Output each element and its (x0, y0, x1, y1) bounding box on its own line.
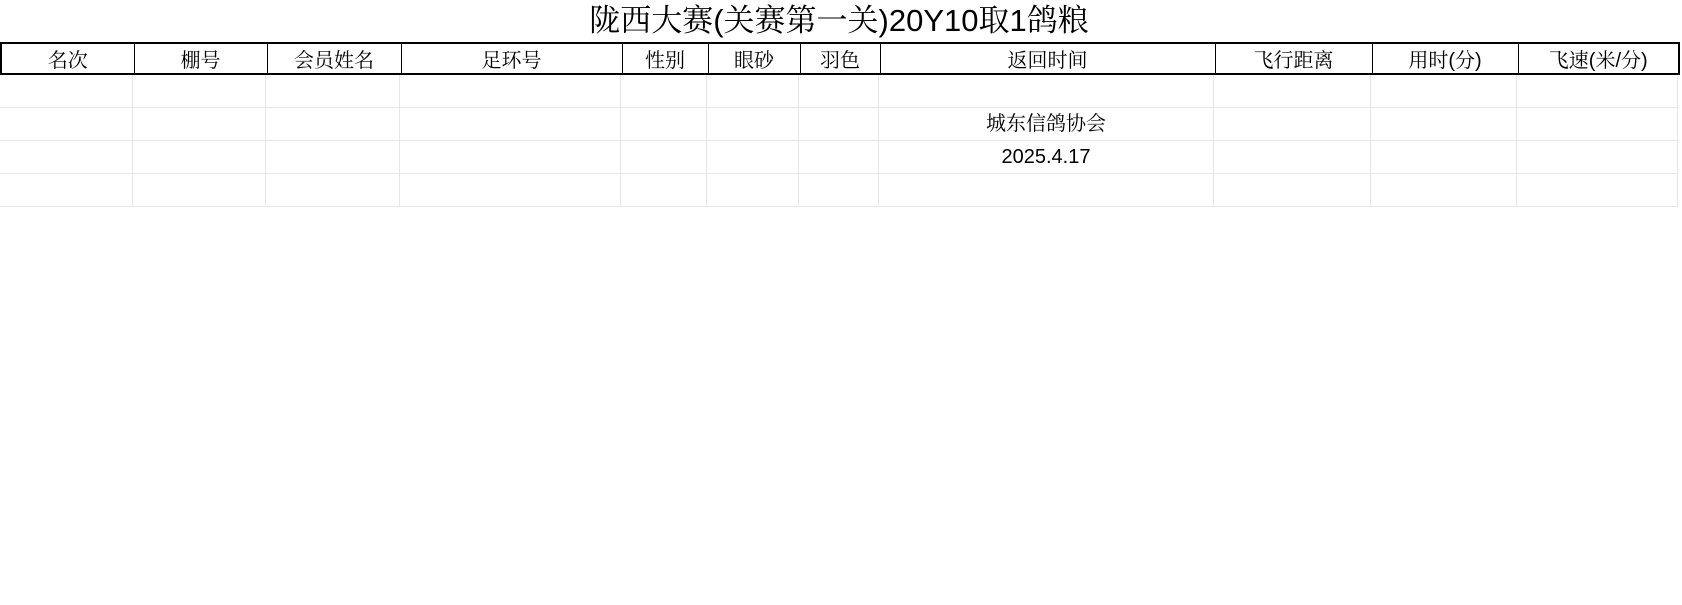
col-header-ring-no[interactable]: 足环号 (401, 43, 622, 74)
col-header-eye-color[interactable]: 眼砂 (708, 43, 800, 74)
empty-grid-row (0, 108, 1678, 141)
empty-grid-cell[interactable] (707, 174, 799, 207)
empty-grid-cell[interactable] (621, 141, 707, 174)
empty-grid-cell[interactable] (1371, 174, 1517, 207)
empty-grid-cell[interactable] (400, 108, 621, 141)
col-header-member-name[interactable]: 会员姓名 (267, 43, 401, 74)
col-header-rank[interactable]: 名次 (1, 43, 134, 74)
empty-grid-cell[interactable] (0, 108, 133, 141)
empty-grid-cell[interactable] (621, 174, 707, 207)
empty-grid-cell[interactable] (621, 75, 707, 108)
empty-grid-cell[interactable] (879, 75, 1214, 108)
empty-grid-cell[interactable] (799, 75, 879, 108)
empty-grid-cell[interactable] (707, 75, 799, 108)
col-header-sex[interactable]: 性别 (622, 43, 708, 74)
empty-grid-cell[interactable] (133, 108, 266, 141)
empty-grid-cell[interactable] (400, 141, 621, 174)
empty-grid-cell[interactable] (707, 141, 799, 174)
col-header-speed-m-per-min[interactable]: 飞速(米/分) (1518, 43, 1679, 74)
empty-grid-cell[interactable] (1517, 141, 1678, 174)
empty-grid-cell[interactable] (1371, 141, 1517, 174)
footer-date[interactable]: 2025.4.17 (879, 141, 1214, 174)
empty-grid-cell[interactable] (621, 108, 707, 141)
empty-grid-cell[interactable] (266, 141, 400, 174)
col-header-time-min[interactable]: 用时(分) (1372, 43, 1518, 74)
empty-grid-cell[interactable] (1214, 108, 1371, 141)
empty-grid-row (0, 174, 1678, 207)
empty-grid-cell[interactable] (799, 141, 879, 174)
col-header-feather-color[interactable]: 羽色 (800, 43, 880, 74)
empty-grid-cell[interactable] (1214, 141, 1371, 174)
empty-grid-cell[interactable] (707, 108, 799, 141)
col-header-loft-no[interactable]: 棚号 (134, 43, 267, 74)
empty-grid-cell[interactable] (1214, 75, 1371, 108)
empty-grid-cell[interactable] (1371, 75, 1517, 108)
empty-grid-cell[interactable] (133, 174, 266, 207)
empty-grid-row (0, 75, 1678, 108)
empty-grid-cell[interactable] (1517, 108, 1678, 141)
empty-grid-cell[interactable] (0, 141, 133, 174)
empty-grid-cell[interactable] (1214, 174, 1371, 207)
empty-grid-cell[interactable] (1517, 174, 1678, 207)
empty-grid-cell[interactable] (400, 174, 621, 207)
empty-grid-cell[interactable] (799, 174, 879, 207)
empty-grid-cell[interactable] (879, 174, 1214, 207)
empty-grid-cell[interactable] (1371, 108, 1517, 141)
col-header-flight-distance[interactable]: 飞行距离 (1215, 43, 1372, 74)
empty-grid-cell[interactable] (0, 75, 133, 108)
empty-grid-cell[interactable] (133, 141, 266, 174)
empty-grid-cell[interactable] (1517, 75, 1678, 108)
page-title: 陇西大赛(关赛第一关)20Y10取1鸽粮 (589, 3, 1089, 38)
header-row (1, 43, 1679, 74)
col-header-return-time[interactable]: 返回时间 (880, 43, 1215, 74)
empty-grid-cell[interactable] (266, 75, 400, 108)
empty-grid-cell[interactable] (266, 108, 400, 141)
results-table (0, 42, 1680, 75)
empty-grid-cell[interactable] (799, 108, 879, 141)
empty-grid-cell[interactable] (0, 174, 133, 207)
empty-grid-cell[interactable] (266, 174, 400, 207)
empty-grid-row (0, 141, 1678, 174)
empty-grid-cell[interactable] (133, 75, 266, 108)
empty-grid-area (0, 75, 1678, 207)
footer-association[interactable]: 城东信鸽协会 (879, 108, 1214, 141)
empty-grid-cell[interactable] (400, 75, 621, 108)
